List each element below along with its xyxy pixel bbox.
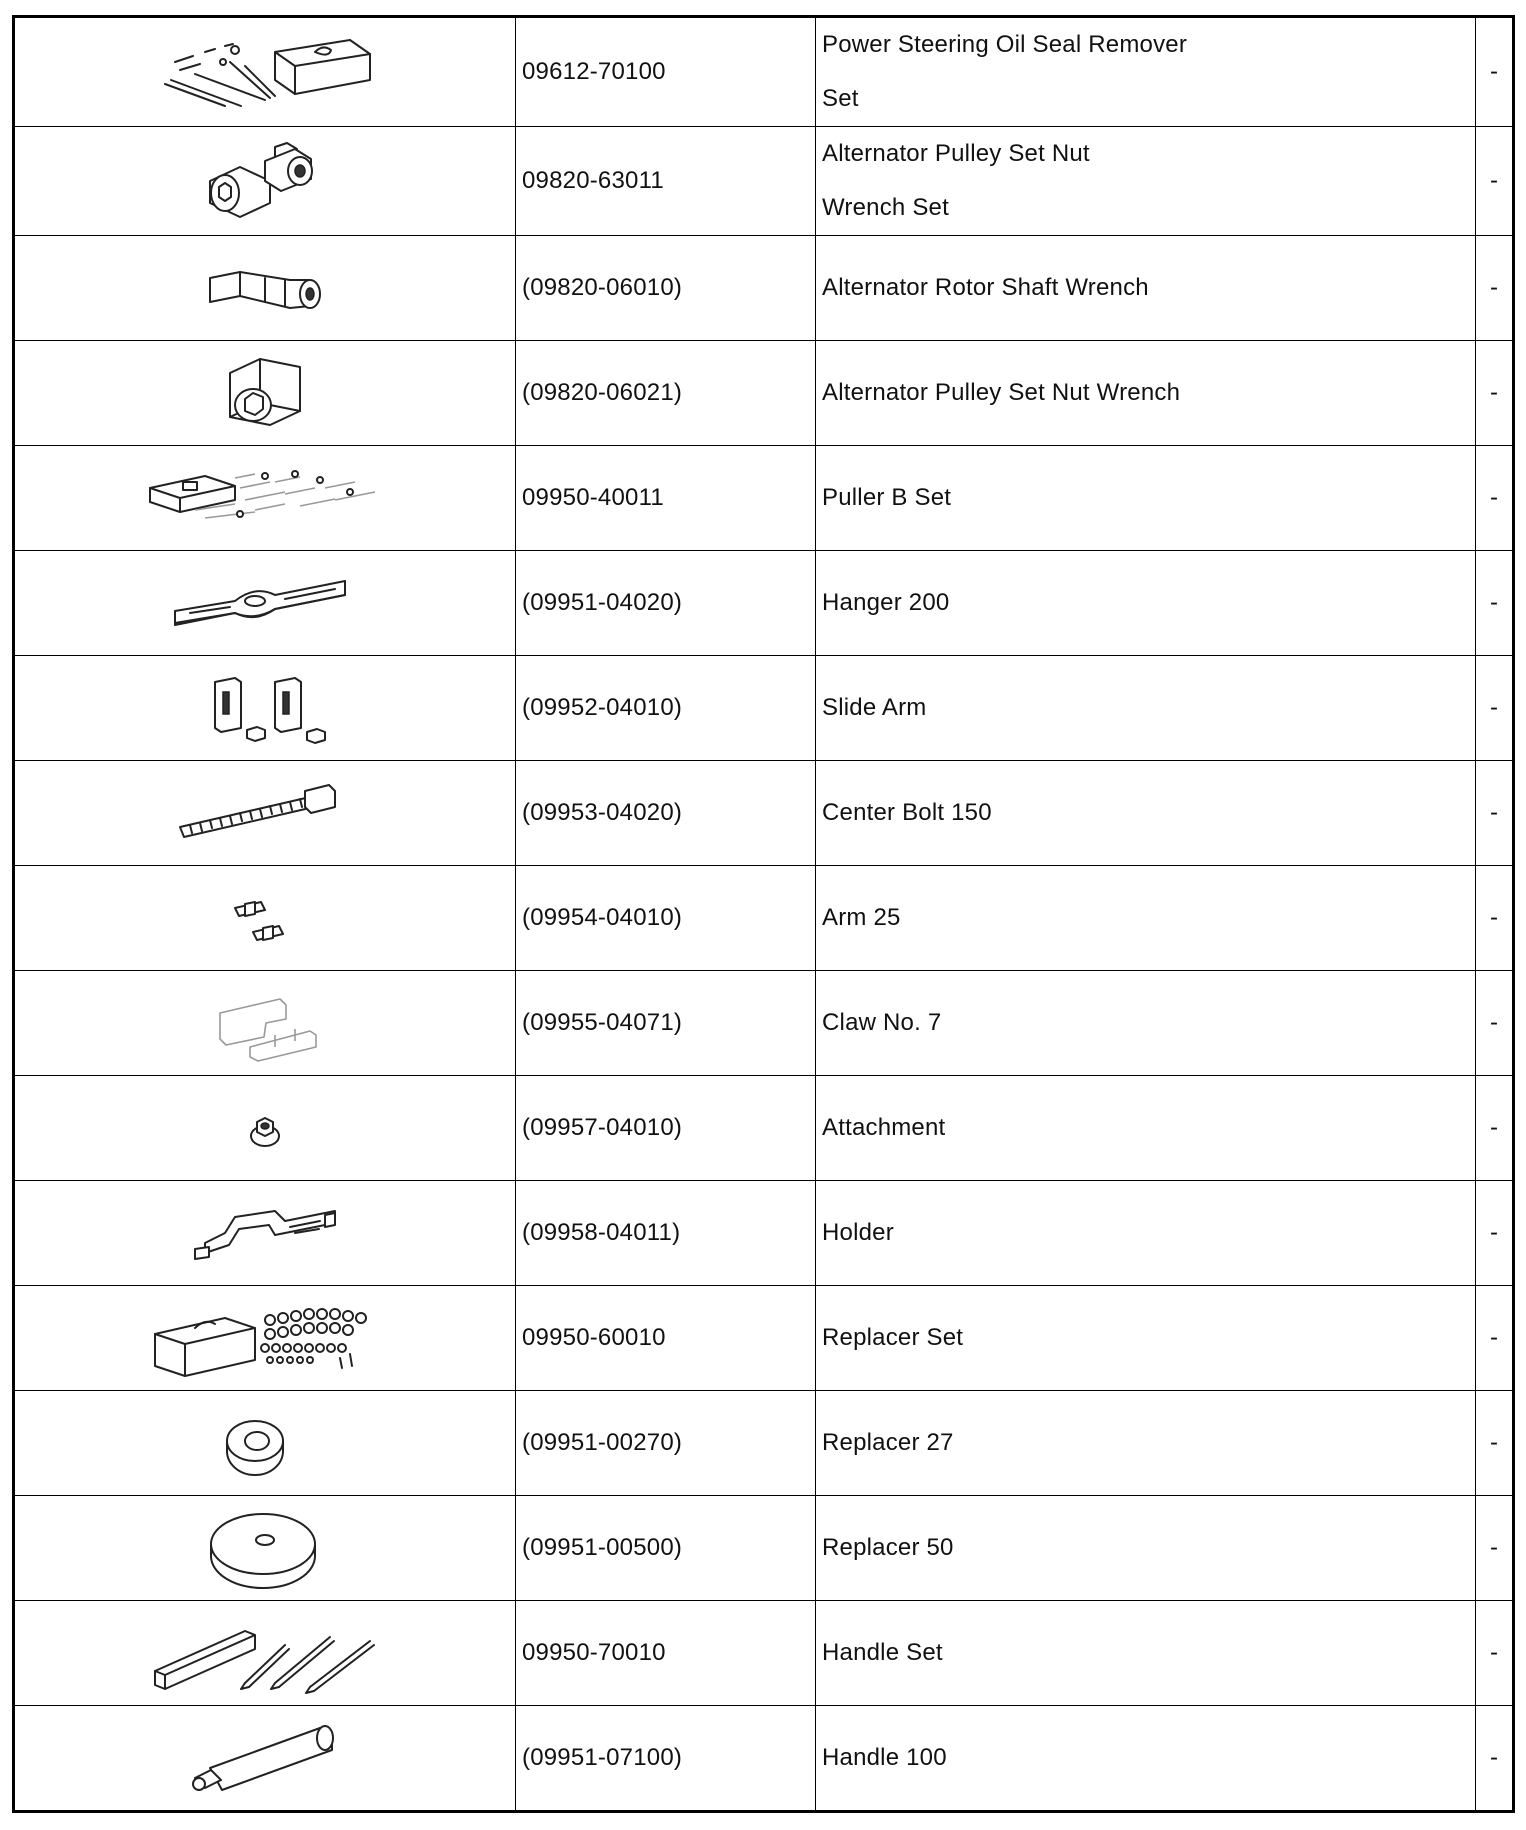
- table-row: [14, 1496, 1514, 1601]
- tool-illustration-cell: [14, 1496, 516, 1601]
- part-number: (09951-04020): [516, 551, 816, 656]
- tool-illustration-cell: [14, 236, 516, 341]
- tool-name-line1: Puller B Set: [822, 484, 952, 511]
- attachment-icon: [135, 1078, 395, 1178]
- part-number: (09957-04010): [516, 1076, 816, 1181]
- claw-no-7-icon: [135, 973, 395, 1073]
- tool-name: [816, 127, 1476, 236]
- note: -: [1476, 761, 1514, 866]
- table-row: [14, 1181, 1514, 1286]
- tool-illustration-cell: [14, 971, 516, 1076]
- center-bolt-150-icon: [135, 763, 395, 863]
- part-number: (09820-06010): [516, 236, 816, 341]
- part-number: (09951-07100): [516, 1706, 816, 1812]
- tool-name-line1: Alternator Pulley Set Nut Wrench: [822, 379, 1181, 406]
- note: -: [1476, 236, 1514, 341]
- tool-name: [816, 17, 1476, 127]
- tool-illustration-cell: [14, 761, 516, 866]
- tool-name-line2: Set: [822, 85, 859, 112]
- tool-name: [816, 446, 1476, 551]
- note: -: [1476, 1076, 1514, 1181]
- tool-name-line1: Attachment: [822, 1114, 946, 1141]
- tool-name: [816, 656, 1476, 761]
- handle-set-icon: [135, 1603, 395, 1703]
- note: -: [1476, 1391, 1514, 1496]
- part-number: (09955-04071): [516, 971, 816, 1076]
- slide-arm-icon: [135, 658, 395, 758]
- table-row: [14, 236, 1514, 341]
- table-row: [14, 127, 1514, 236]
- tool-name-line1: Power Steering Oil Seal Remover: [822, 31, 1188, 58]
- tool-illustration-cell: [14, 1286, 516, 1391]
- table-row: [14, 866, 1514, 971]
- tool-name-line1: Alternator Pulley Set Nut: [822, 140, 1090, 167]
- tool-illustration-cell: [14, 127, 516, 236]
- note: -: [1476, 866, 1514, 971]
- table-row: [14, 1391, 1514, 1496]
- tool-illustration-cell: [14, 1706, 516, 1812]
- tool-name: [816, 971, 1476, 1076]
- tool-illustration-cell: [14, 656, 516, 761]
- tool-illustration-cell: [14, 17, 516, 127]
- table-row: [14, 17, 1514, 127]
- tool-name: [816, 341, 1476, 446]
- table-row: [14, 1076, 1514, 1181]
- tool-name: [816, 1496, 1476, 1601]
- part-number: 09820-63011: [516, 127, 816, 236]
- part-number: 09950-70010: [516, 1601, 816, 1706]
- replacer-27-icon: [135, 1393, 395, 1493]
- part-number: (09954-04010): [516, 866, 816, 971]
- tool-name-line1: Slide Arm: [822, 694, 927, 721]
- part-number: (09953-04020): [516, 761, 816, 866]
- tool-illustration-cell: [14, 1076, 516, 1181]
- table-row: [14, 656, 1514, 761]
- table-row: [14, 971, 1514, 1076]
- tool-illustration-cell: [14, 1601, 516, 1706]
- tool-name-line1: Handle 100: [822, 1744, 947, 1771]
- note: -: [1476, 1601, 1514, 1706]
- note: -: [1476, 1706, 1514, 1812]
- note: -: [1476, 127, 1514, 236]
- table-row: [14, 341, 1514, 446]
- tool-name-line1: Handle Set: [822, 1639, 943, 1666]
- note: -: [1476, 1496, 1514, 1601]
- tool-name-line2: Wrench Set: [822, 194, 949, 221]
- tool-name-line1: Hanger 200: [822, 589, 950, 616]
- table-row: [14, 1706, 1514, 1812]
- alternator-pulley-set-nut-wrench-set-icon: [135, 131, 395, 231]
- tool-name-line1: Replacer 27: [822, 1429, 954, 1456]
- note: -: [1476, 971, 1514, 1076]
- arm-25-icon: [135, 868, 395, 968]
- part-number: (09951-00270): [516, 1391, 816, 1496]
- part-number: 09612-70100: [516, 17, 816, 127]
- holder-icon: [135, 1183, 395, 1283]
- note: -: [1476, 1286, 1514, 1391]
- puller-b-set-icon: [135, 448, 395, 548]
- tool-name: [816, 1076, 1476, 1181]
- replacer-set-icon: [135, 1288, 395, 1388]
- tool-name: [816, 1601, 1476, 1706]
- tool-name: [816, 1286, 1476, 1391]
- tool-name: [816, 1181, 1476, 1286]
- tool-name-line1: Replacer Set: [822, 1324, 964, 1351]
- part-number: 09950-60010: [516, 1286, 816, 1391]
- tool-illustration-cell: [14, 866, 516, 971]
- tool-illustration-cell: [14, 551, 516, 656]
- table-row: [14, 446, 1514, 551]
- replacer-50-icon: [135, 1498, 395, 1598]
- tool-illustration-cell: [14, 1391, 516, 1496]
- tool-name-line1: Claw No. 7: [822, 1009, 942, 1036]
- note: -: [1476, 17, 1514, 127]
- power-steering-oil-seal-remover-set-icon: [135, 22, 395, 122]
- note: -: [1476, 551, 1514, 656]
- note: -: [1476, 656, 1514, 761]
- note: -: [1476, 341, 1514, 446]
- tool-name-line1: Alternator Rotor Shaft Wrench: [822, 274, 1149, 301]
- tool-name-line1: Replacer 50: [822, 1534, 954, 1561]
- table-row: [14, 1286, 1514, 1391]
- tool-name-line1: Arm 25: [822, 904, 901, 931]
- tool-name: [816, 761, 1476, 866]
- hanger-200-icon: [135, 553, 395, 653]
- alternator-pulley-set-nut-wrench-icon: [135, 343, 395, 443]
- part-number: (09951-00500): [516, 1496, 816, 1601]
- tool-illustration-cell: [14, 1181, 516, 1286]
- tool-illustration-cell: [14, 446, 516, 551]
- tool-name-line1: Center Bolt 150: [822, 799, 992, 826]
- part-number: (09952-04010): [516, 656, 816, 761]
- handle-100-icon: [135, 1708, 395, 1808]
- note: -: [1476, 1181, 1514, 1286]
- tool-name: [816, 1706, 1476, 1812]
- table-row: [14, 761, 1514, 866]
- part-number: (09958-04011): [516, 1181, 816, 1286]
- table-row: [14, 551, 1514, 656]
- part-number: 09950-40011: [516, 446, 816, 551]
- tool-name-line1: Holder: [822, 1219, 894, 1246]
- tool-name: [816, 866, 1476, 971]
- tool-name: [816, 551, 1476, 656]
- alternator-rotor-shaft-wrench-icon: [135, 238, 395, 338]
- part-number: (09820-06021): [516, 341, 816, 446]
- table-row: [14, 1601, 1514, 1706]
- special-service-tools-table: [12, 15, 1515, 1813]
- tool-illustration-cell: [14, 341, 516, 446]
- note: -: [1476, 446, 1514, 551]
- tool-name: [816, 1391, 1476, 1496]
- tool-name: [816, 236, 1476, 341]
